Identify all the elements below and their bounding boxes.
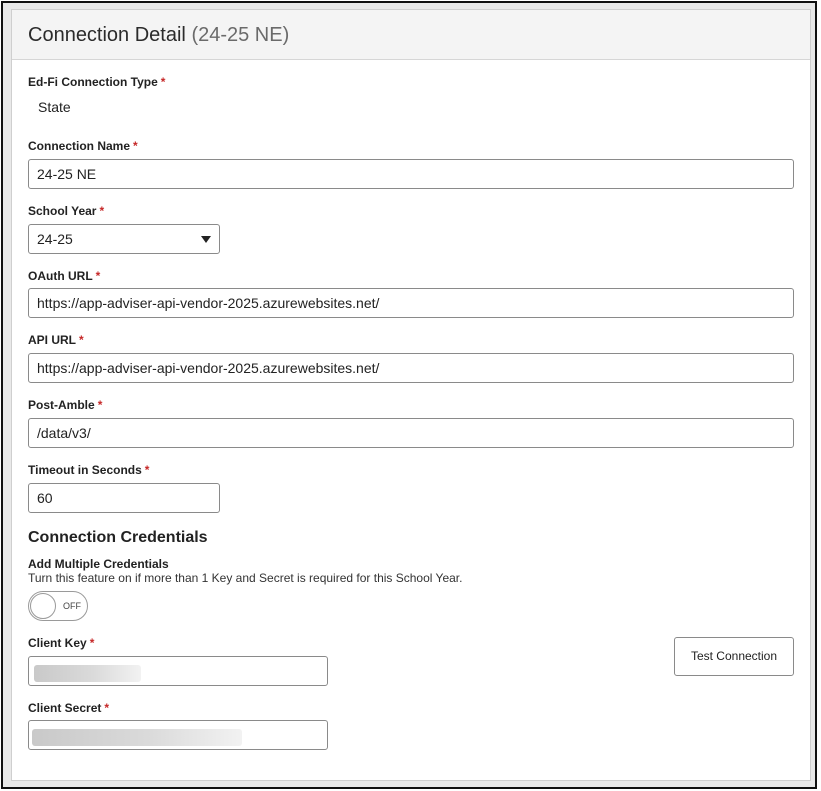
post-amble-input[interactable] bbox=[28, 418, 794, 448]
client-secret-label bbox=[28, 701, 109, 715]
required-marker: * bbox=[99, 204, 105, 218]
client-key-label-text: Client Key bbox=[28, 636, 87, 650]
oauth-url-input[interactable] bbox=[28, 288, 794, 318]
client-key-input[interactable] bbox=[28, 656, 328, 686]
school-year-label-text: School Year bbox=[28, 204, 97, 218]
credentials-section-title: Connection Credentials bbox=[28, 529, 208, 546]
oauth-url-value: https://app-adviser-api-vendor-2025.azurewebsites.net/ bbox=[37, 295, 380, 311]
client-secret-label-text: Client Secret bbox=[28, 701, 102, 715]
api-url-label bbox=[28, 333, 84, 347]
connection-name-label-text: Connection Name bbox=[28, 139, 131, 153]
required-marker: * bbox=[97, 398, 103, 412]
window-frame bbox=[1, 1, 817, 789]
multiple-credentials-toggle[interactable] bbox=[28, 591, 88, 621]
connection-name-input[interactable] bbox=[28, 159, 794, 189]
post-amble-label-text: Post-Amble bbox=[28, 398, 95, 412]
title-subtitle: (24-25 NE) bbox=[191, 24, 290, 46]
test-connection-button[interactable]: Test Connection bbox=[674, 637, 794, 676]
required-marker: * bbox=[95, 269, 101, 283]
redacted-client-secret bbox=[32, 729, 242, 746]
school-year-label bbox=[28, 204, 104, 218]
timeout-input[interactable] bbox=[28, 483, 220, 513]
toggle-state-text: OFF bbox=[63, 601, 81, 611]
panel-header bbox=[12, 10, 810, 60]
post-amble-label bbox=[28, 398, 102, 412]
school-year-select[interactable] bbox=[28, 224, 220, 254]
post-amble-value: /data/v3/ bbox=[37, 425, 91, 441]
api-url-value: https://app-adviser-api-vendor-2025.azurewebsites.net/ bbox=[37, 360, 380, 376]
oauth-url-label bbox=[28, 269, 100, 283]
timeout-label bbox=[28, 463, 149, 477]
required-marker: * bbox=[144, 463, 150, 477]
connection-name-label bbox=[28, 139, 138, 153]
redacted-client-key bbox=[34, 665, 141, 682]
required-marker: * bbox=[133, 139, 138, 153]
school-year-selected-value: 24-25 bbox=[37, 231, 73, 247]
client-key-label bbox=[28, 636, 94, 650]
connection-type-value: State bbox=[38, 99, 71, 115]
required-marker: * bbox=[104, 701, 110, 715]
timeout-label-text: Timeout in Seconds bbox=[28, 463, 142, 477]
multiple-credentials-label: Add Multiple Credentials bbox=[28, 557, 169, 571]
title-text: Connection Detail bbox=[28, 24, 186, 46]
api-url-input[interactable] bbox=[28, 353, 794, 383]
caret-down-icon bbox=[201, 236, 211, 243]
toggle-knob bbox=[30, 593, 56, 619]
required-marker: * bbox=[89, 636, 95, 650]
required-marker: * bbox=[160, 75, 166, 89]
connection-type-label bbox=[28, 75, 165, 89]
required-marker: * bbox=[79, 333, 84, 347]
connection-name-value: 24-25 NE bbox=[37, 166, 97, 182]
timeout-value: 60 bbox=[37, 490, 53, 506]
connection-detail-panel bbox=[11, 9, 811, 781]
client-secret-input[interactable] bbox=[28, 720, 328, 750]
connection-type-label-text: Ed-Fi Connection Type bbox=[28, 75, 158, 89]
multiple-credentials-help: Turn this feature on if more than 1 Key and Secret is required for this School Year. bbox=[28, 571, 463, 585]
api-url-label-text: API URL bbox=[28, 333, 76, 347]
oauth-url-label-text: OAuth URL bbox=[28, 269, 93, 283]
page-title bbox=[28, 24, 289, 47]
